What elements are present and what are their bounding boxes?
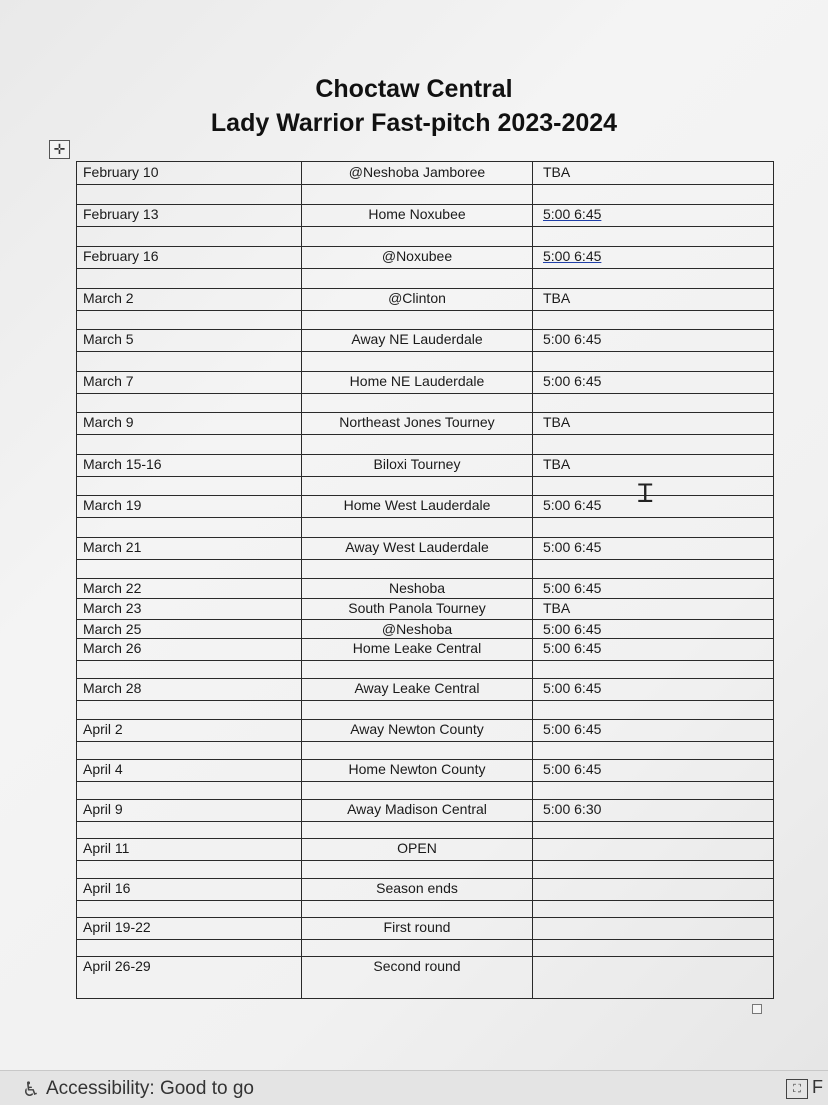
schedule-time-cell[interactable]: TBA — [543, 456, 571, 472]
table-spacer-row — [77, 860, 773, 861]
schedule-time-cell[interactable]: 5:00 6:45 — [543, 373, 602, 389]
schedule-time-cell[interactable]: TBA — [543, 600, 571, 616]
schedule-event-cell[interactable]: Second round — [373, 958, 461, 974]
table-spacer-row — [77, 821, 773, 822]
schedule-time-cell[interactable]: 5:00 6:45 — [543, 331, 602, 347]
schedule-event-cell[interactable]: Home Leake Central — [352, 640, 482, 656]
schedule-time-cell[interactable]: 5:00 6:30 — [543, 801, 602, 817]
schedule-event-cell[interactable]: Home Newton County — [348, 761, 486, 777]
table-row — [77, 638, 773, 639]
table-row — [77, 719, 773, 720]
text-cursor-icon: Ɪ — [638, 478, 653, 508]
table-row — [77, 759, 773, 760]
document-title — [0, 72, 828, 140]
schedule-event-cell[interactable]: Northeast Jones Tourney — [339, 414, 495, 430]
schedule-event-cell[interactable]: First round — [383, 919, 451, 935]
table-spacer-row — [77, 351, 773, 352]
schedule-event-cell[interactable]: Away West Lauderdale — [345, 539, 489, 555]
schedule-time-cell[interactable]: 5:00 6:45 — [543, 721, 602, 737]
table-row — [77, 878, 773, 879]
schedule-time-cell[interactable]: 5:00 6:45 — [543, 761, 602, 777]
schedule-date-cell[interactable]: March 7 — [83, 373, 134, 389]
table-spacer-row — [77, 660, 773, 661]
table-spacer-row — [77, 781, 773, 782]
schedule-table — [76, 161, 774, 999]
schedule-date-cell[interactable]: April 4 — [83, 761, 123, 777]
table-row — [77, 454, 773, 455]
schedule-event-cell[interactable]: Away Newton County — [350, 721, 484, 737]
schedule-date-cell[interactable]: April 16 — [83, 880, 131, 896]
schedule-date-cell[interactable]: April 9 — [83, 801, 123, 817]
table-row — [77, 678, 773, 679]
table-spacer-row — [77, 310, 773, 311]
schedule-time-cell[interactable]: TBA — [543, 164, 571, 180]
table-spacer-row — [77, 268, 773, 269]
table-row — [77, 246, 773, 247]
schedule-event-cell[interactable]: Away Madison Central — [347, 801, 487, 817]
accessibility-status-label: Accessibility: Good to go — [45, 1078, 254, 1099]
focus-label[interactable]: F — [812, 1077, 823, 1097]
accessibility-checker-button[interactable] — [22, 1077, 254, 1101]
schedule-date-cell[interactable]: March 9 — [83, 414, 134, 430]
table-row — [77, 371, 773, 372]
schedule-date-cell[interactable]: March 23 — [83, 600, 142, 616]
table-row — [77, 838, 773, 839]
table-row — [77, 578, 773, 579]
table-spacer-row — [77, 517, 773, 518]
schedule-date-cell[interactable]: March 5 — [83, 331, 134, 347]
table-spacer-row — [77, 700, 773, 701]
table-row — [77, 495, 773, 496]
schedule-event-cell[interactable]: OPEN — [397, 840, 437, 856]
schedule-event-cell[interactable]: @Neshoba Jamboree — [348, 164, 486, 180]
focus-mode-icon[interactable]: ⛶ — [786, 1079, 808, 1099]
schedule-event-cell[interactable]: Away NE Lauderdale — [351, 331, 483, 347]
schedule-date-cell[interactable]: April 11 — [83, 840, 130, 856]
schedule-date-cell[interactable]: April 2 — [83, 721, 123, 737]
schedule-date-cell[interactable]: March 28 — [83, 680, 142, 696]
table-row — [77, 799, 773, 800]
schedule-date-cell[interactable]: March 19 — [83, 497, 142, 513]
table-row — [77, 412, 773, 413]
schedule-time-cell[interactable]: 5:00 6:45 — [543, 206, 602, 222]
table-resize-handle[interactable] — [752, 1004, 762, 1014]
schedule-event-cell[interactable]: Home Noxubee — [368, 206, 466, 222]
title-line-2: Lady Warrior Fast-pitch 2023-2024 — [210, 109, 618, 137]
table-row — [77, 917, 773, 918]
schedule-event-cell[interactable]: @Clinton — [388, 290, 446, 306]
title-line-1: Choctaw Central — [315, 75, 513, 103]
schedule-date-cell[interactable]: March 15-16 — [83, 456, 162, 472]
table-spacer-row — [77, 184, 773, 185]
table-row — [77, 619, 773, 620]
schedule-date-cell[interactable]: March 21 — [83, 539, 142, 555]
table-move-handle-icon[interactable]: ✛ — [49, 140, 70, 159]
table-spacer-row — [77, 900, 773, 901]
schedule-event-cell[interactable]: @Noxubee — [381, 248, 453, 264]
table-row — [77, 598, 773, 599]
schedule-event-cell[interactable]: @Neshoba — [381, 621, 453, 637]
schedule-time-cell[interactable]: 5:00 6:45 — [543, 680, 602, 696]
schedule-time-cell[interactable]: 5:00 6:45 — [543, 580, 602, 596]
schedule-time-cell[interactable]: TBA — [543, 290, 571, 306]
schedule-time-cell[interactable]: 5:00 6:45 — [543, 497, 602, 513]
schedule-date-cell[interactable]: March 2 — [83, 290, 134, 306]
table-row — [77, 537, 773, 538]
accessibility-icon: ♿ — [22, 1078, 40, 1101]
table-spacer-row — [77, 559, 773, 560]
table-spacer-row — [77, 741, 773, 742]
schedule-time-cell[interactable]: 5:00 6:45 — [543, 621, 602, 637]
schedule-date-cell[interactable]: March 26 — [83, 640, 142, 656]
schedule-time-cell[interactable]: 5:00 6:45 — [543, 640, 602, 656]
table-row — [77, 204, 773, 205]
schedule-time-cell[interactable]: 5:00 6:45 — [543, 248, 602, 264]
schedule-date-cell[interactable]: February 10 — [83, 164, 159, 180]
schedule-event-cell[interactable]: South Panola Tourney — [348, 600, 486, 616]
table-spacer-row — [77, 393, 773, 394]
schedule-date-cell[interactable]: February 16 — [83, 248, 159, 264]
schedule-event-cell[interactable]: Away Leake Central — [354, 680, 480, 696]
schedule-date-cell[interactable]: April 19-22 — [83, 919, 151, 935]
schedule-date-cell[interactable]: February 13 — [83, 206, 159, 222]
table-row — [77, 956, 773, 957]
table-spacer-row — [77, 226, 773, 227]
schedule-event-cell[interactable]: Home West Lauderdale — [343, 497, 491, 513]
table-spacer-row — [77, 476, 773, 477]
schedule-time-cell[interactable]: TBA — [543, 414, 571, 430]
schedule-date-cell[interactable]: April 26-29 — [83, 958, 151, 974]
schedule-event-cell[interactable]: Neshoba — [388, 580, 446, 596]
table-row — [77, 288, 773, 289]
table-spacer-row — [77, 939, 773, 940]
table-row — [77, 329, 773, 330]
table-spacer-row — [77, 434, 773, 435]
schedule-date-cell[interactable]: March 25 — [83, 621, 142, 637]
schedule-event-cell[interactable]: Biloxi Tourney — [373, 456, 461, 472]
schedule-date-cell[interactable]: March 22 — [83, 580, 142, 596]
schedule-event-cell[interactable]: Season ends — [376, 880, 458, 896]
schedule-event-cell[interactable]: Home NE Lauderdale — [349, 373, 485, 389]
schedule-time-cell[interactable]: 5:00 6:45 — [543, 539, 602, 555]
status-bar — [0, 1070, 828, 1105]
